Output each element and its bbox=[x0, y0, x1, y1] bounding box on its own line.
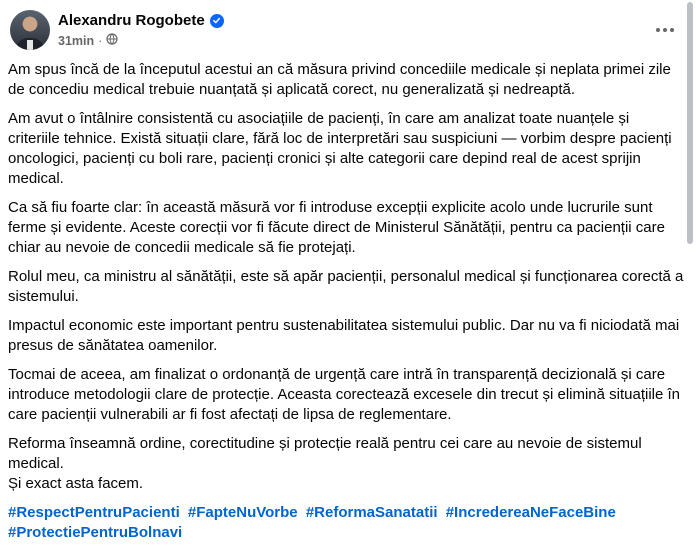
scrollbar[interactable] bbox=[687, 2, 693, 244]
hashtag-link[interactable]: #IncredereaNeFaceBine bbox=[445, 504, 616, 521]
post-timestamp[interactable]: 31min bbox=[58, 33, 95, 48]
post-paragraph: Reforma înseamnă ordine, corectitudine și protecție reală pentru cei care au nevoie de sistemul medical. bbox=[8, 435, 642, 472]
post-paragraph: Tocmai de aceea, am finalizat o ordonanță de urgență care intră în transparență decizională și care introduce metodologii clare de protecție. Aceasta corectează excesele din trecut și elimină situațiile în care pacienții vulnerabili ar fi fost afectați de lipsa de reglementare. bbox=[8, 366, 681, 423]
meta-separator: · bbox=[98, 33, 103, 48]
author-row bbox=[58, 12, 224, 29]
post-paragraph: Ca să fiu foarte clar: în această măsură vor fi introduse excepții explicite acolo unde lucrurile sunt ferme și evidente. Aceste corecții vor fi făcute direct de Ministerul Sănătății, pentru ca pacienții care chiar au nevoie de concedii medicale să fie protejați. bbox=[8, 199, 665, 256]
hashtag-link[interactable]: #ProtectiePentruBolnavi bbox=[8, 524, 183, 541]
post-meta bbox=[58, 33, 118, 48]
post-paragraph: Am avut o întâlnire consistentă cu asociațiile de pacienți, în care am analizat toate nuanțele și criteriile tehnice. Există situații clare, fără loc de interpretări sau suspiciuni — vorbim despre pacienți oncologici, pacienți cu boli rare, pacienți cronici și alte categorii care depind real de acest sprijin medical. bbox=[8, 110, 672, 187]
hashtag-list bbox=[8, 503, 684, 543]
hashtag-link[interactable]: #RespectPentruPacienti bbox=[8, 504, 180, 521]
post-header bbox=[10, 10, 684, 52]
globe-icon[interactable] bbox=[106, 33, 118, 48]
post-paragraph: Rolul meu, ca ministru al sănătății, este să apăr pacienții, personalul medical și funcționarea corectă a sistemului. bbox=[8, 268, 684, 305]
hashtag-link[interactable]: #FapteNuVorbe bbox=[187, 504, 298, 521]
verified-badge-icon bbox=[210, 14, 224, 28]
avatar[interactable] bbox=[10, 10, 50, 50]
author-name[interactable]: Alexandru Rogobete bbox=[58, 12, 205, 29]
post-body bbox=[8, 60, 684, 552]
post-paragraph: Impactul economic este important pentru sustenabilitatea sistemului public. Dar nu va fi niciodată mai presus de sănătatea oamenilor. bbox=[8, 317, 680, 354]
post-paragraph: Am spus încă de la începutul acestui an că măsura privind concediile medicale și neplata primei zile de concediu medical trebuie nuanțată și aplicată corect, nu generalizată și nedreaptă. bbox=[8, 61, 671, 98]
hashtag-link[interactable]: #ReformaSanatatii bbox=[305, 504, 438, 521]
post-paragraph: Și exact asta facem. bbox=[8, 475, 144, 492]
avatar-shirt bbox=[27, 40, 33, 50]
more-options-icon[interactable] bbox=[650, 18, 680, 42]
